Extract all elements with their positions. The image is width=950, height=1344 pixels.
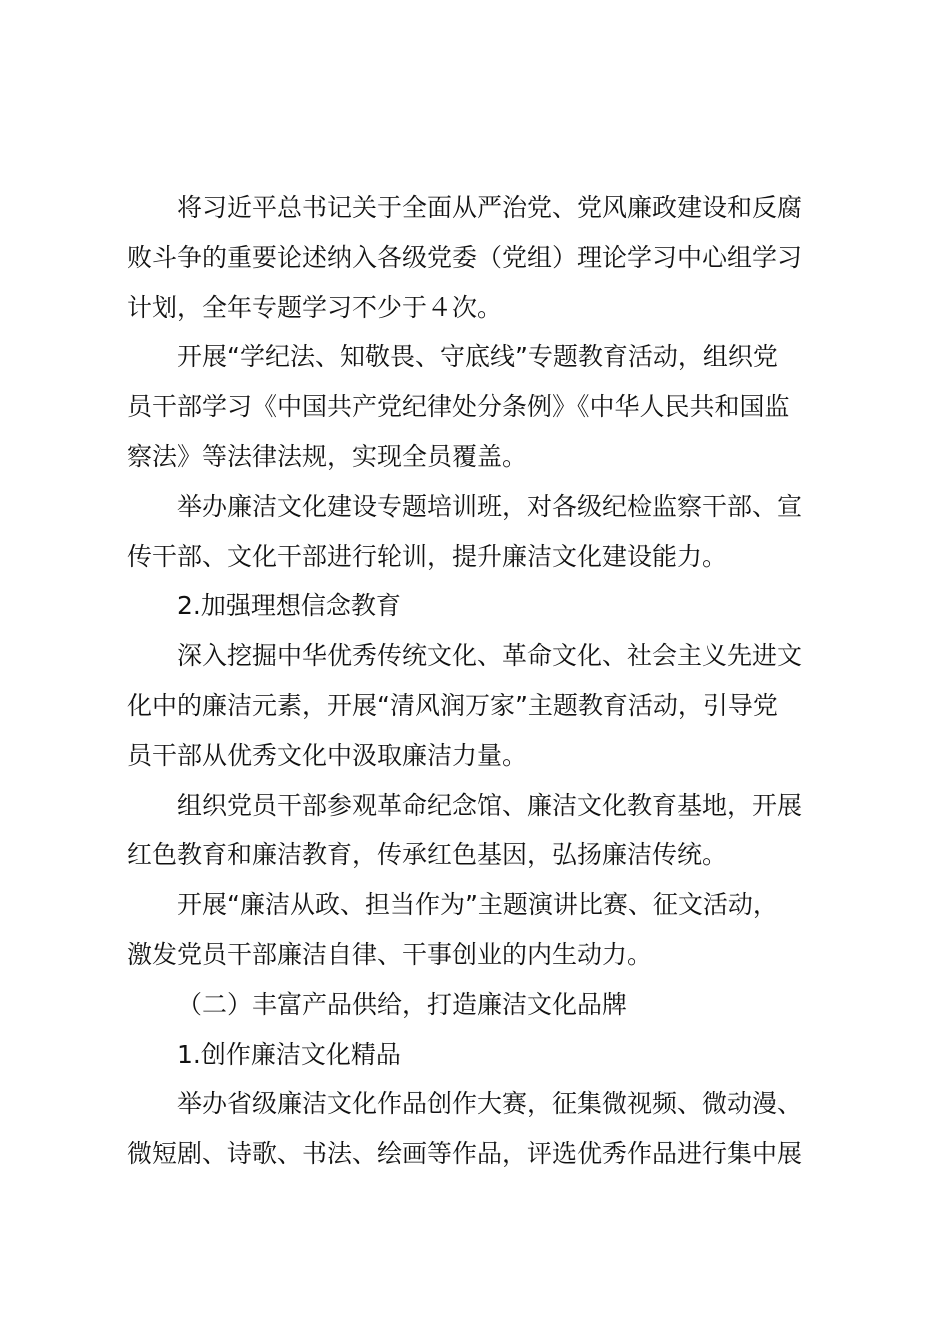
section-heading [127, 1030, 837, 1080]
text-line: 传干部、文化干部进行轮训，提升廉洁文化建设能力。 [127, 541, 728, 571]
text-line: （二）丰富产品供给，打造廉洁文化品牌 [177, 989, 628, 1019]
text-line: 红色教育和廉洁教育，传承红色基因，弘扬廉洁传统。 [127, 840, 728, 870]
text-line: 举办省级廉洁文化作品创作大赛，征集微视频、微动漫、 [177, 1089, 803, 1119]
text-line: 2.加强理想信念教育 [177, 591, 401, 621]
section-heading [127, 980, 837, 1030]
text-line: 将习近平总书记关于全面从严治党、党风廉政建设和反腐 [177, 193, 803, 222]
text-line: 1.创作廉洁文化精品 [177, 1039, 401, 1069]
text-line: 举办廉洁文化建设专题培训班，对各级纪检监察干部、宣 [177, 491, 803, 521]
text-line: 败斗争的重要论述纳入各级党委（党组）理论学习中心组学习 [127, 242, 803, 272]
text-line: 深入挖掘中华优秀传统文化、革命文化、社会主义先进文 [177, 641, 803, 671]
paragraph [127, 781, 837, 881]
paragraph [127, 1079, 837, 1179]
text-line: 激发党员干部廉洁自律、干事创业的内生动力。 [127, 939, 653, 969]
document-page [127, 183, 837, 1179]
text-line: 组织党员干部参观革命纪念馆、廉洁文化教育基地，开展 [177, 790, 803, 820]
text-line: 开展“学纪法、知敬畏、守底线”专题教育活动，组织党 [177, 342, 778, 372]
text-line: 化中的廉洁元素，开展“清风润万家”主题教育活动，引导党 [127, 690, 778, 720]
text-line: 员干部从优秀文化中汲取廉洁力量。 [127, 740, 528, 770]
paragraph [127, 183, 837, 332]
text-line: 员干部学习《中国共产党纪律处分条例》《中华人民共和国监 [127, 392, 790, 422]
paragraph [127, 880, 837, 980]
paragraph [127, 631, 837, 780]
text-line: 开展“廉洁从政、担当作为”主题演讲比赛、征文活动， [177, 890, 778, 920]
text-line: 察法》等法律法规，实现全员覆盖。 [127, 441, 528, 471]
text-line: 计划，全年专题学习不少于４次。 [127, 292, 503, 322]
paragraph [127, 482, 837, 582]
text-line: 微短剧、诗歌、书法、绘画等作品，评选优秀作品进行集中展 [127, 1139, 803, 1169]
paragraph [127, 332, 837, 481]
section-heading [127, 581, 837, 631]
